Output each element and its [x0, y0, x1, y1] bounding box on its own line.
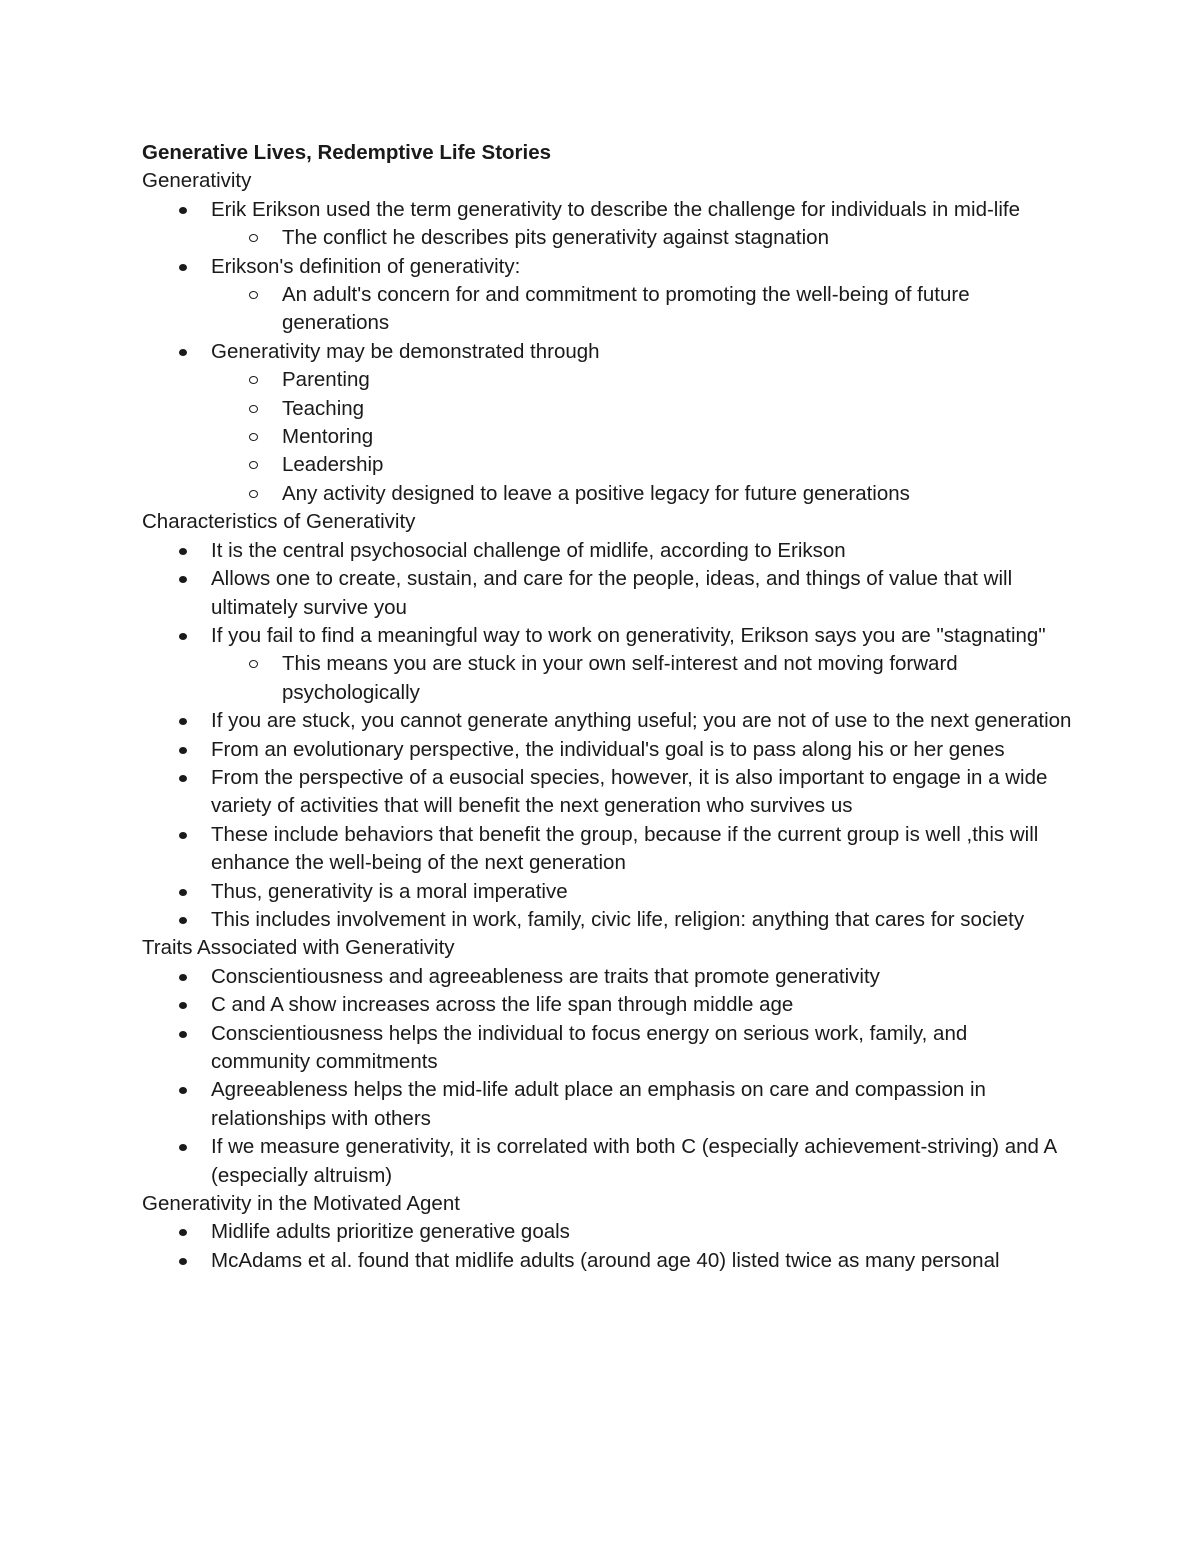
- section-heading: Traits Associated with Generativity: [142, 936, 455, 960]
- list-item: [142, 338, 1072, 508]
- hollow-bullet-icon: [249, 660, 258, 668]
- sub-list-item-text: Leadership: [282, 453, 384, 477]
- list-item: [142, 1076, 1072, 1133]
- hollow-bullet-icon: [249, 490, 258, 498]
- filled-bullet-icon: [179, 889, 187, 896]
- document-body: [142, 167, 1072, 1275]
- filled-bullet-icon: [179, 917, 187, 924]
- hollow-bullet-icon: [249, 433, 258, 441]
- filled-bullet-icon: [179, 548, 187, 555]
- sub-list-item-text: This means you are stuck in your own self-interest and not moving forward psychologically: [282, 652, 958, 704]
- list-item: [142, 906, 1072, 934]
- list-item-text: Midlife adults prioritize generative goals: [211, 1220, 570, 1244]
- list-item: [142, 1247, 1072, 1275]
- hollow-bullet-icon: [249, 461, 258, 469]
- sub-bullet-list: [211, 224, 1072, 252]
- sub-list-item-text: Parenting: [282, 368, 370, 392]
- sub-list-item: [211, 224, 1072, 252]
- list-item: [142, 1133, 1072, 1190]
- sub-list-item-text: Teaching: [282, 396, 365, 420]
- filled-bullet-icon: [179, 349, 187, 356]
- sub-list-item-text: An adult's concern for and commitment to promoting the well-being of future generations: [282, 283, 970, 335]
- sub-list-item: [211, 395, 1072, 423]
- sub-bullet-list: [211, 281, 1072, 338]
- list-item-text: If you are stuck, you cannot generate anything useful; you are not of use to the next generation: [211, 709, 1072, 733]
- list-item-text: C and A show increases across the life span through middle age: [211, 993, 794, 1017]
- list-item-text: Conscientiousness and agreeableness are traits that promote generativity: [211, 964, 880, 988]
- section-heading: Generativity in the Motivated Agent: [142, 1192, 460, 1216]
- list-item: [142, 736, 1072, 764]
- filled-bullet-icon: [179, 718, 187, 725]
- filled-bullet-icon: [179, 974, 187, 981]
- list-item: [142, 707, 1072, 735]
- sub-list-item: [211, 366, 1072, 394]
- list-item-text: From the perspective of a eusocial species, however, it is also important to engage in a wide variety of activities that will benefit the next generation who survives us: [211, 765, 1048, 818]
- filled-bullet-icon: [179, 264, 187, 271]
- hollow-bullet-icon: [249, 234, 258, 242]
- filled-bullet-icon: [179, 1144, 187, 1151]
- list-item-text: If we measure generativity, it is correlated with both C (especially achievement-striving) and A (especially altruism): [211, 1135, 1057, 1187]
- list-item-text: Agreeableness helps the mid-life adult place an emphasis on care and compassion in relationships with others: [211, 1078, 986, 1130]
- filled-bullet-icon: [179, 633, 187, 640]
- sub-list-item-text: The conflict he describes pits generativity against stagnation: [282, 226, 829, 250]
- sub-list-item-text: Any activity designed to leave a positive legacy for future generations: [282, 481, 910, 505]
- filled-bullet-icon: [179, 1087, 187, 1094]
- list-item: [142, 565, 1072, 622]
- list-item-text: Erik Erikson used the term generativity to describe the challenge for individuals in mid-life: [211, 197, 1020, 221]
- list-item-text: McAdams et al. found that midlife adults (around age 40) listed twice as many personal: [211, 1248, 1000, 1272]
- hollow-bullet-icon: [249, 405, 258, 413]
- sub-list-item: [211, 480, 1072, 508]
- filled-bullet-icon: [179, 747, 187, 754]
- bullet-list: [142, 196, 1072, 508]
- list-item-text: These include behaviors that benefit the group, because if the current group is well ,this will enhance the well-being of the next generation: [211, 822, 1039, 875]
- section-heading: Characteristics of Generativity: [142, 510, 416, 534]
- list-item: [142, 1020, 1072, 1077]
- list-item-text: This includes involvement in work, family, civic life, religion: anything that cares for society: [211, 907, 1025, 931]
- sub-list-item: [211, 423, 1072, 451]
- section-heading: Generativity: [142, 169, 252, 193]
- sub-bullet-list: [211, 650, 1072, 707]
- filled-bullet-icon: [179, 832, 187, 839]
- sub-list-item: [211, 650, 1072, 707]
- list-item-text: From an evolutionary perspective, the individual's goal is to pass along his or her genes: [211, 737, 1005, 761]
- list-item: [142, 537, 1072, 565]
- bullet-list: [142, 537, 1072, 935]
- document-page: [142, 139, 1072, 1275]
- filled-bullet-icon: [179, 207, 187, 214]
- hollow-bullet-icon: [249, 291, 258, 299]
- sub-list-item: [211, 281, 1072, 338]
- list-item-text: Thus, generativity is a moral imperative: [211, 879, 568, 903]
- list-item: [142, 963, 1072, 991]
- list-item-text: Erikson's definition of generativity:: [211, 254, 521, 278]
- list-item: [142, 821, 1072, 878]
- filled-bullet-icon: [179, 775, 187, 782]
- list-item: [142, 622, 1072, 707]
- sub-list-item-text: Mentoring: [282, 425, 374, 449]
- list-item: [142, 991, 1072, 1019]
- list-item-text: Conscientiousness helps the individual to focus energy on serious work, family, and community commitments: [211, 1021, 968, 1073]
- list-item: [142, 1218, 1072, 1246]
- document-title: Generative Lives, Redemptive Life Stories: [142, 141, 552, 164]
- list-item: [142, 196, 1072, 253]
- filled-bullet-icon: [179, 1258, 187, 1265]
- bullet-list: [142, 963, 1072, 1190]
- sub-list-item: [211, 451, 1072, 479]
- filled-bullet-icon: [179, 1229, 187, 1236]
- sub-bullet-list: [211, 366, 1072, 508]
- list-item-text: It is the central psychosocial challenge of midlife, according to Erikson: [211, 538, 846, 562]
- list-item: [142, 253, 1072, 338]
- list-item: [142, 878, 1072, 906]
- list-item-text: Generativity may be demonstrated through: [211, 339, 600, 363]
- list-item-text: If you fail to find a meaningful way to work on generativity, Erikson says you are "stagnating": [211, 623, 1046, 647]
- filled-bullet-icon: [179, 1002, 187, 1009]
- bullet-list: [142, 1218, 1072, 1275]
- hollow-bullet-icon: [249, 376, 258, 384]
- filled-bullet-icon: [179, 1031, 187, 1038]
- list-item-text: Allows one to create, sustain, and care for the people, ideas, and things of value that will ultimately survive you: [211, 567, 1013, 619]
- list-item: [142, 764, 1072, 821]
- filled-bullet-icon: [179, 576, 187, 583]
